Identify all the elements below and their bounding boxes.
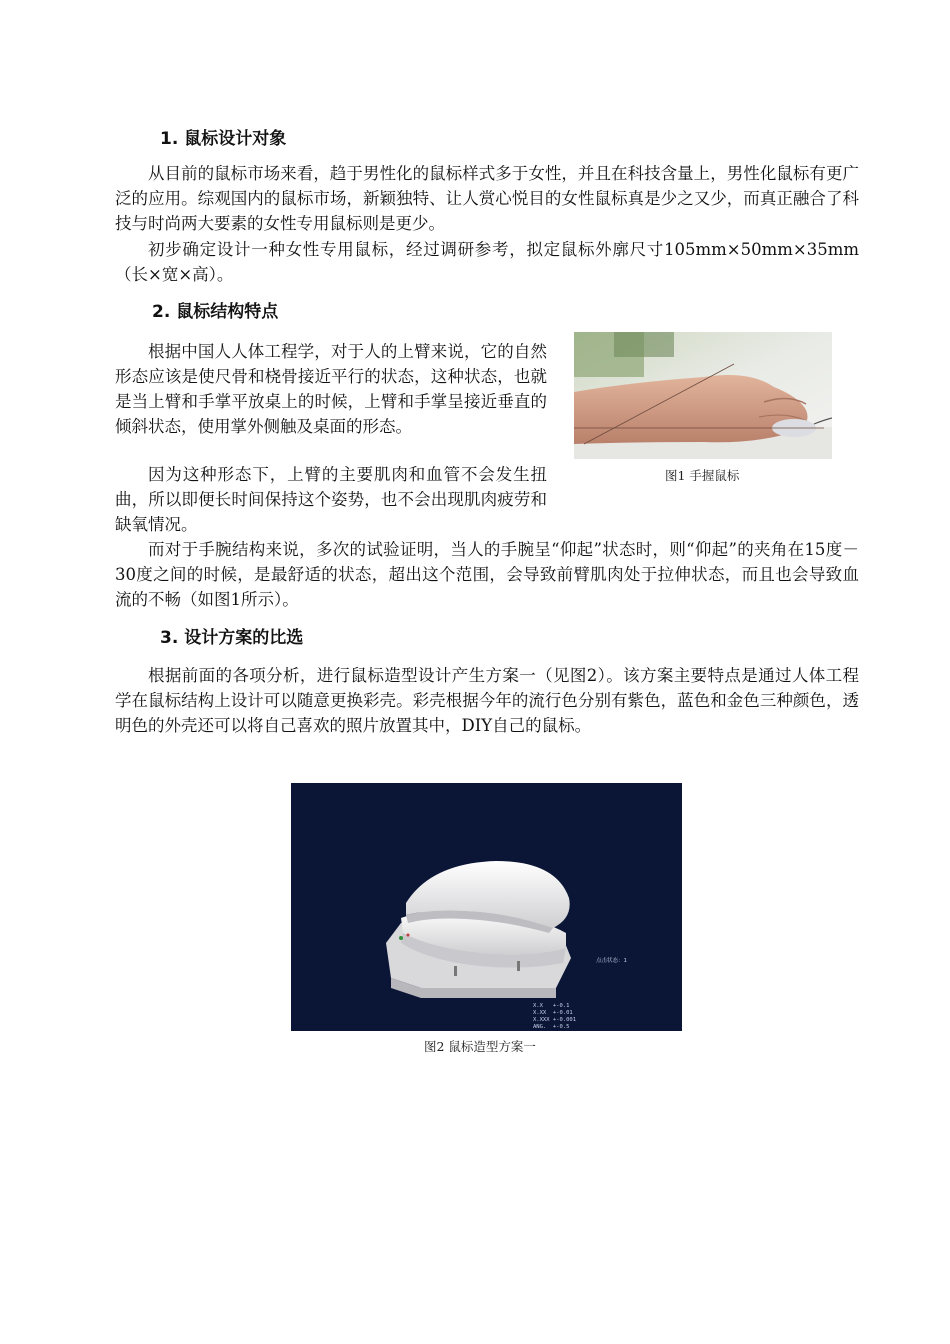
- hand-photo-illustration: [574, 332, 832, 459]
- figure-2-hud-line-1: X.X +-0.1: [533, 1003, 570, 1009]
- figure-2-caption: 图2 鼠标造型方案一: [424, 1039, 536, 1054]
- figure-1-hand-on-mouse-image: [574, 332, 832, 459]
- mouse-3d-render-illustration: [291, 783, 682, 1031]
- section-2-heading: 2. 鼠标结构特点: [152, 302, 279, 322]
- figure-1-caption: 图1 手握鼠标: [665, 468, 740, 483]
- section-1-paragraph-1: 从目前的鼠标市场来看，趋于男性化的鼠标样式多于女性，并且在科技含量上，男性化鼠标有更广泛的应用。综观国内的鼠标市场，新颖独特、让人赏心悦目的女性鼠标真是少之又少，而真正融合了科技与时尚两大要素的女性专用鼠标则是更少。: [115, 164, 859, 233]
- figure-2-mouse-render-image: [291, 783, 682, 1031]
- figure-2-hud-line-3: X.XXX +-0.001: [533, 1017, 577, 1023]
- figure-2-hud-label: 点击状态：1: [596, 958, 627, 964]
- section-1-heading: 1. 鼠标设计对象: [160, 129, 287, 149]
- section-3-heading: 3. 设计方案的比选: [160, 628, 304, 648]
- section-1-paragraph-2: 初步确定设计一种女性专用鼠标，经过调研参考，拟定鼠标外廓尺寸105mm×50mm×35mm（长×宽×高）。: [115, 240, 859, 284]
- figure-2-hud-line-2: X.XX +-0.01: [533, 1010, 573, 1016]
- section-2-paragraph-2: 因为这种形态下，上臂的主要肌肉和血管不会发生扭曲，所以即便长时间保持这个姿势，也不会出现肌肉疲劳和缺氧情况。: [115, 465, 547, 534]
- section-2-paragraph-1: 根据中国人人体工程学，对于人的上臂来说，它的自然形态应该是使尺骨和桡骨接近平行的状态，这种状态，也就是当上臂和手掌平放桌上的时候，上臂和手掌呈接近垂直的倾斜状态，使用掌外侧触及桌面的形态。: [115, 342, 547, 436]
- figure-2-hud-line-4: ANG. +-0.5: [533, 1024, 570, 1030]
- section-3-paragraph-1: 根据前面的各项分析，进行鼠标造型设计产生方案一（见图2）。该方案主要特点是通过人体工程学在鼠标结构上设计可以随意更换彩壳。彩壳根据今年的流行色分别有紫色，蓝色和金色三种颜色，透明色的外壳还可以将自己喜欢的照片放置其中，DIY自己的鼠标。: [115, 666, 859, 735]
- section-2-paragraph-3: 而对于手腕结构来说，多次的试验证明，当人的手腕呈“仰起”状态时，则“仰起”的夹角在15度－30度之间的时候，是最舒适的状态，超出这个范围，会导致前臂肌肉处于拉伸状态，而且也会导致血流的不畅（如图1所示）。: [115, 540, 859, 609]
